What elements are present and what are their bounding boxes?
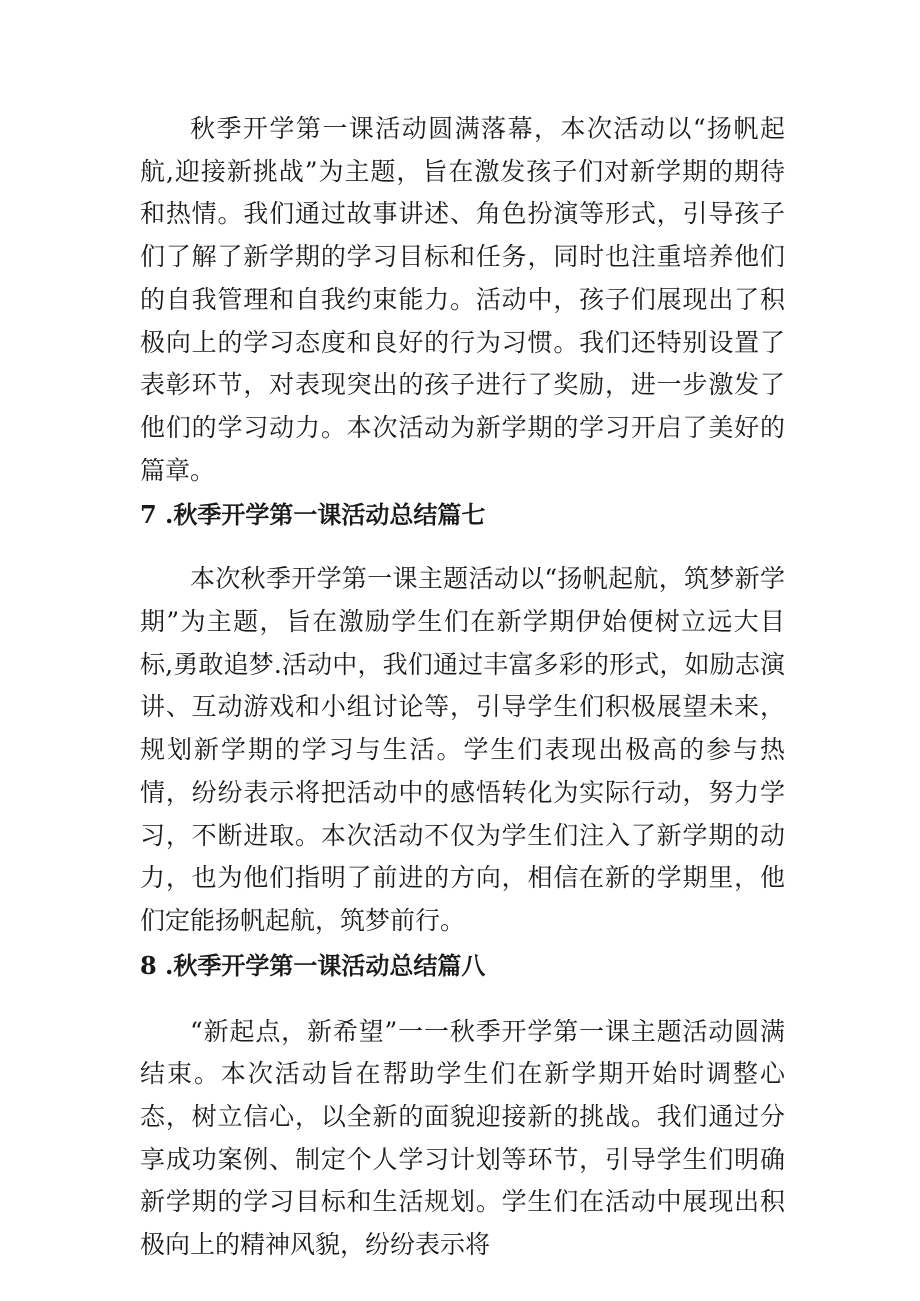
- summary-paragraph-7: 本次秋季开学第一课主题活动以“扬帆起航，筑梦新学期”为主题，旨在激励学生们在新学期伊始便树立远大目标,勇敢追梦.活动中，我们通过丰富多彩的形式，如励志演讲、互动游戏和小组讨论等，引导学生们积极展望未来，规划新学期的学习与生活。学生们表现出极高的参与热情，纷纷表示将把活动中的感悟转化为实际行动，努力学习，不断进取。本次活动不仅为学生们注入了新学期的动力，也为他们指明了前进的方向，相信在新的学期里，他们定能扬帆起航，筑梦前行。: [140, 564, 785, 935]
- section-heading-7: 7 .秋季开学第一课活动总结篇七: [140, 500, 486, 530]
- summary-paragraph-8: “新起点，新希望”一一秋季开学第一课主题活动圆满结束。本次活动旨在帮助学生们在新学期开始时调整心态，树立信心，以全新的面貌迎接新的挑战。我们通过分享成功案例、制定个人学习计划等环节，引导学生们明确新学期的学习目标和生活规划。学生们在活动中展现出积极向上的精神风貌，纷纷表示将: [140, 1016, 785, 1260]
- document-page: [140, 108, 785, 1267]
- section-heading-8: 8 .秋季开学第一课活动总结篇八: [140, 950, 486, 980]
- summary-paragraph-6: 秋季开学第一课活动圆满落幕，本次活动以“扬帆起航,迎接新挑战”为主题，旨在激发孩子们对新学期的期待和热情。我们通过故事讲述、角色扮演等形式，引导孩子们了解了新学期的学习目标和任务，同时也注重培养他们的自我管理和自我约束能力。活动中，孩子们展现出了积极向上的学习态度和良好的行为习惯。我们还特别设置了表彰环节，对表现突出的孩子进行了奖励，进一步激发了他们的学习动力。本次活动为新学期的学习开启了美好的篇章。: [140, 114, 785, 485]
